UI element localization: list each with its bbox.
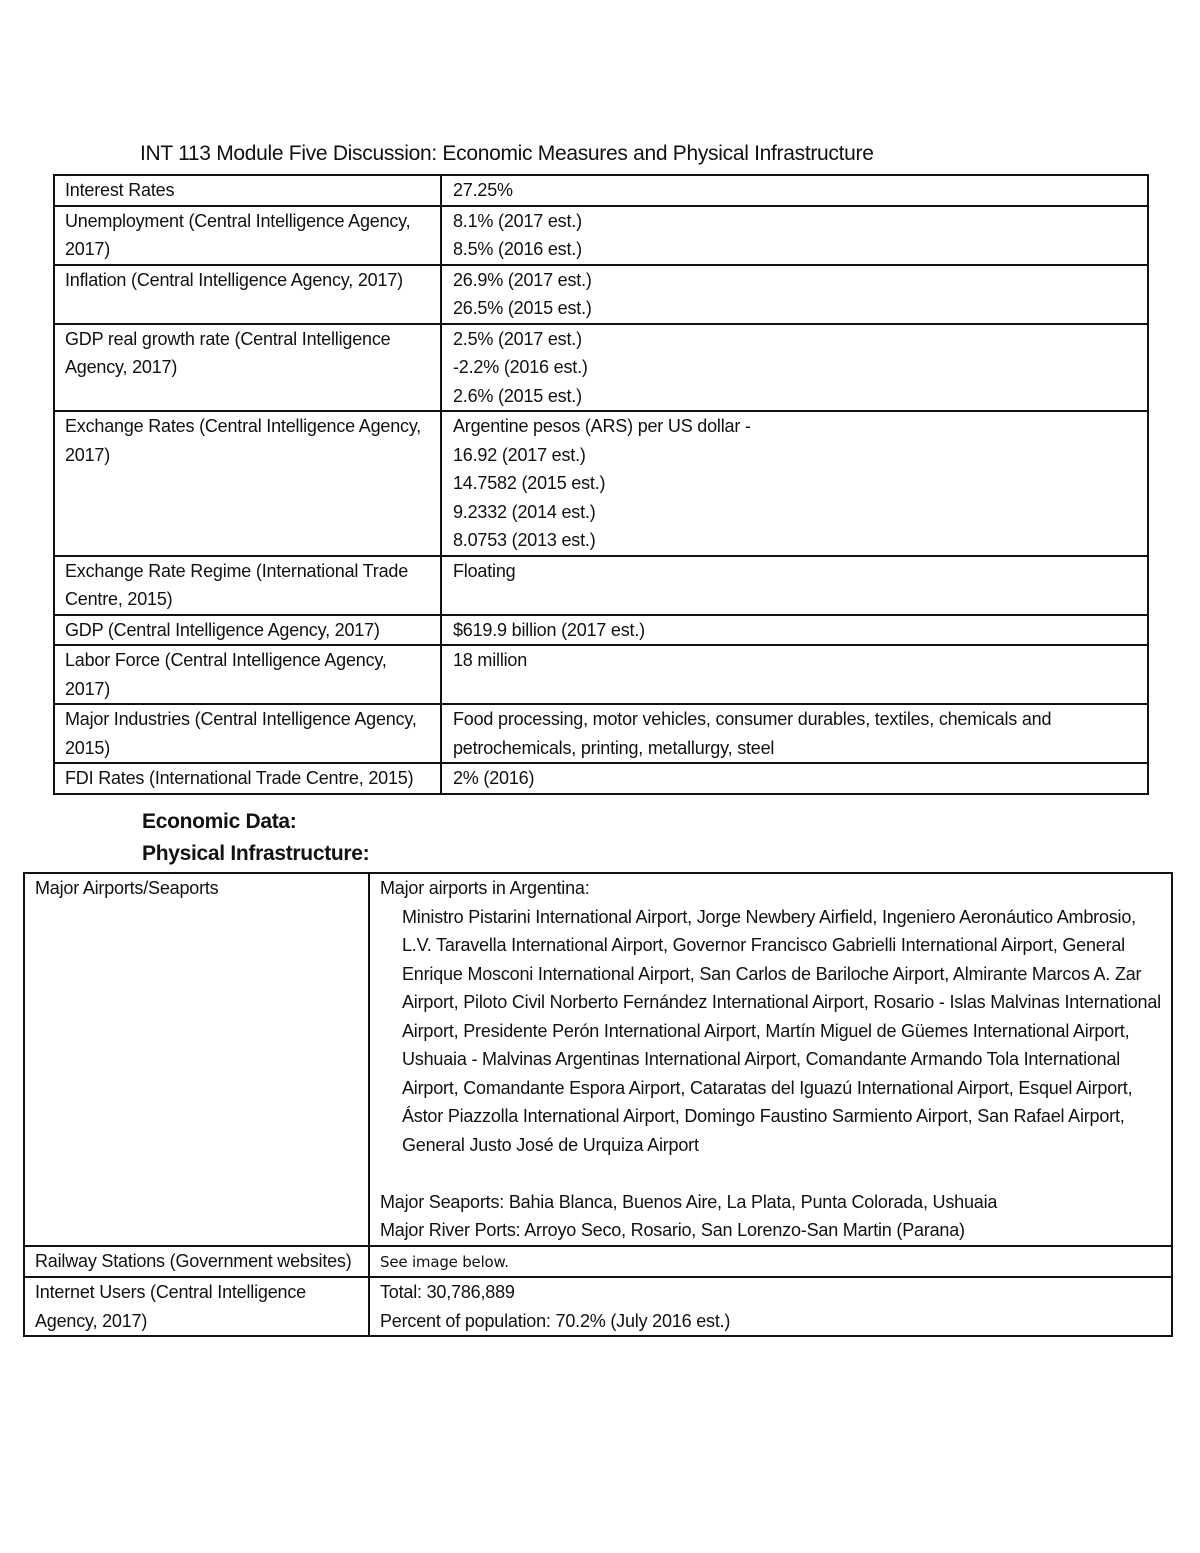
measure-value-line: 2% (2016) [453,768,535,788]
measure-label: GDP real growth rate (Central Intelligence Agency, 2017) [54,324,441,412]
table-row [54,175,1148,206]
table-row [54,704,1148,763]
internet-label: Internet Users (Central Intelligence Agency, 2017) [24,1277,369,1336]
measure-value-line: $619.9 billion (2017 est.) [453,619,645,640]
measure-value-line: 8.5% (2016 est.) [453,239,582,259]
table-row-railway [24,1246,1172,1278]
table-row [54,615,1148,646]
measure-value-line: 14.7582 (2015 est.) [453,473,606,493]
spacer [380,1159,1161,1188]
measure-value-line: 8.1% (2017 est.) [453,210,582,231]
measure-label: Unemployment (Central Intelligence Agency, 2017) [54,206,441,265]
measure-value-line: 2.6% (2015 est.) [453,385,582,406]
airports-label: Major Airports/Seaports [24,873,369,1246]
measure-value-line: Floating [453,560,516,581]
table-row [54,265,1148,324]
airports-list: Ministro Pistarini International Airport, Jorge Newbery Airfield, Ingeniero Aeronáutico Ambrosio, L.V. Taravella International Airport, Governor Francisco Gabrielli International Airport, General Enrique Mosconi International Airport, San Carlos de Bariloche Airport, Almirante Marcos A. Zar Airport, Piloto Civil Norberto Fernández International Airport, Rosario - Islas Malvinas International Airport, Presidente Perón International Airport, Martín Miguel de Güemes International Airport, Ushuaia - Malvinas Argentinas International Airport, Comandante Armando Tola International Airport, Comandante Espora Airport, Cataratas del Iguazú International Airport, Esquel Airport, Ástor Piazzolla International Airport, Domingo Faustino Sarmiento Airport, San Rafael Airport, General Justo José de Urquiza Airport [402,906,1161,1155]
measure-value-line: 27.25% [453,180,513,200]
economic-table-body [54,175,1148,794]
measure-label: Labor Force (Central Intelligence Agency, 2017) [54,645,441,704]
measure-value-line: Food processing, motor vehicles, consumer durables, textiles, chemicals and petrochemicals, printing, metallurgy, steel [453,709,1052,758]
measure-value-line: Argentine pesos (ARS) per US dollar - [453,416,751,436]
measure-value [441,556,1148,615]
measure-value [441,704,1148,763]
railway-value [369,1246,1172,1278]
table-row-internet [24,1277,1172,1336]
measure-label: Exchange Rate Regime (International Trade Centre, 2015) [54,556,441,615]
measure-value-line: 9.2332 (2014 est.) [453,501,596,522]
measure-value-line: -2.2% (2016 est.) [453,357,588,377]
internet-percent: Percent of population: 70.2% (July 2016 est.) [380,1310,731,1331]
airports-intro: Major airports in Argentina: [380,878,590,898]
physical-infrastructure-heading: Physical Infrastructure: [142,842,370,865]
measure-value [441,763,1148,794]
physical-infrastructure-table [23,872,1173,1337]
measure-value [441,411,1148,556]
measure-value-line: 2.5% (2017 est.) [453,328,582,349]
measure-value-line: 26.5% (2015 est.) [453,298,592,318]
airports-value [369,873,1172,1246]
table-row [54,324,1148,412]
economic-data-heading: Economic Data: [142,810,297,833]
table-row [54,645,1148,704]
measure-value-line: 16.92 (2017 est.) [453,444,586,465]
table-row [54,763,1148,794]
measure-label: Inflation (Central Intelligence Agency, 2017) [54,265,441,324]
measure-value-line: 18 million [453,650,528,670]
measure-label: GDP (Central Intelligence Agency, 2017) [54,615,441,646]
page-title: INT 113 Module Five Discussion: Economic Measures and Physical Infrastructure [140,142,874,165]
internet-total: Total: 30,786,889 [380,1282,515,1302]
table-row [54,556,1148,615]
table-row [54,206,1148,265]
measure-value [441,615,1148,646]
river-ports-line: Major River Ports: Arroyo Seco, Rosario, San Lorenzo-San Martin (Parana) [380,1220,965,1240]
railway-note: See image below. [380,1252,509,1271]
internet-value [369,1277,1172,1336]
seaports-line: Major Seaports: Bahia Blanca, Buenos Aire, La Plata, Punta Colorada, Ushuaia [380,1191,998,1212]
measure-label: Exchange Rates (Central Intelligence Agency, 2017) [54,411,441,556]
measure-value-line: 26.9% (2017 est.) [453,269,592,290]
measure-label: FDI Rates (International Trade Centre, 2015) [54,763,441,794]
table-row-airports [24,873,1172,1246]
railway-label: Railway Stations (Government websites) [24,1246,369,1278]
table-row [54,411,1148,556]
measure-value [441,645,1148,704]
measure-label: Interest Rates [54,175,441,206]
measure-value [441,206,1148,265]
measure-value-line: 8.0753 (2013 est.) [453,530,596,550]
measure-value [441,265,1148,324]
economic-measures-table [53,174,1149,795]
measure-label: Major Industries (Central Intelligence Agency, 2015) [54,704,441,763]
measure-value [441,324,1148,412]
measure-value [441,175,1148,206]
